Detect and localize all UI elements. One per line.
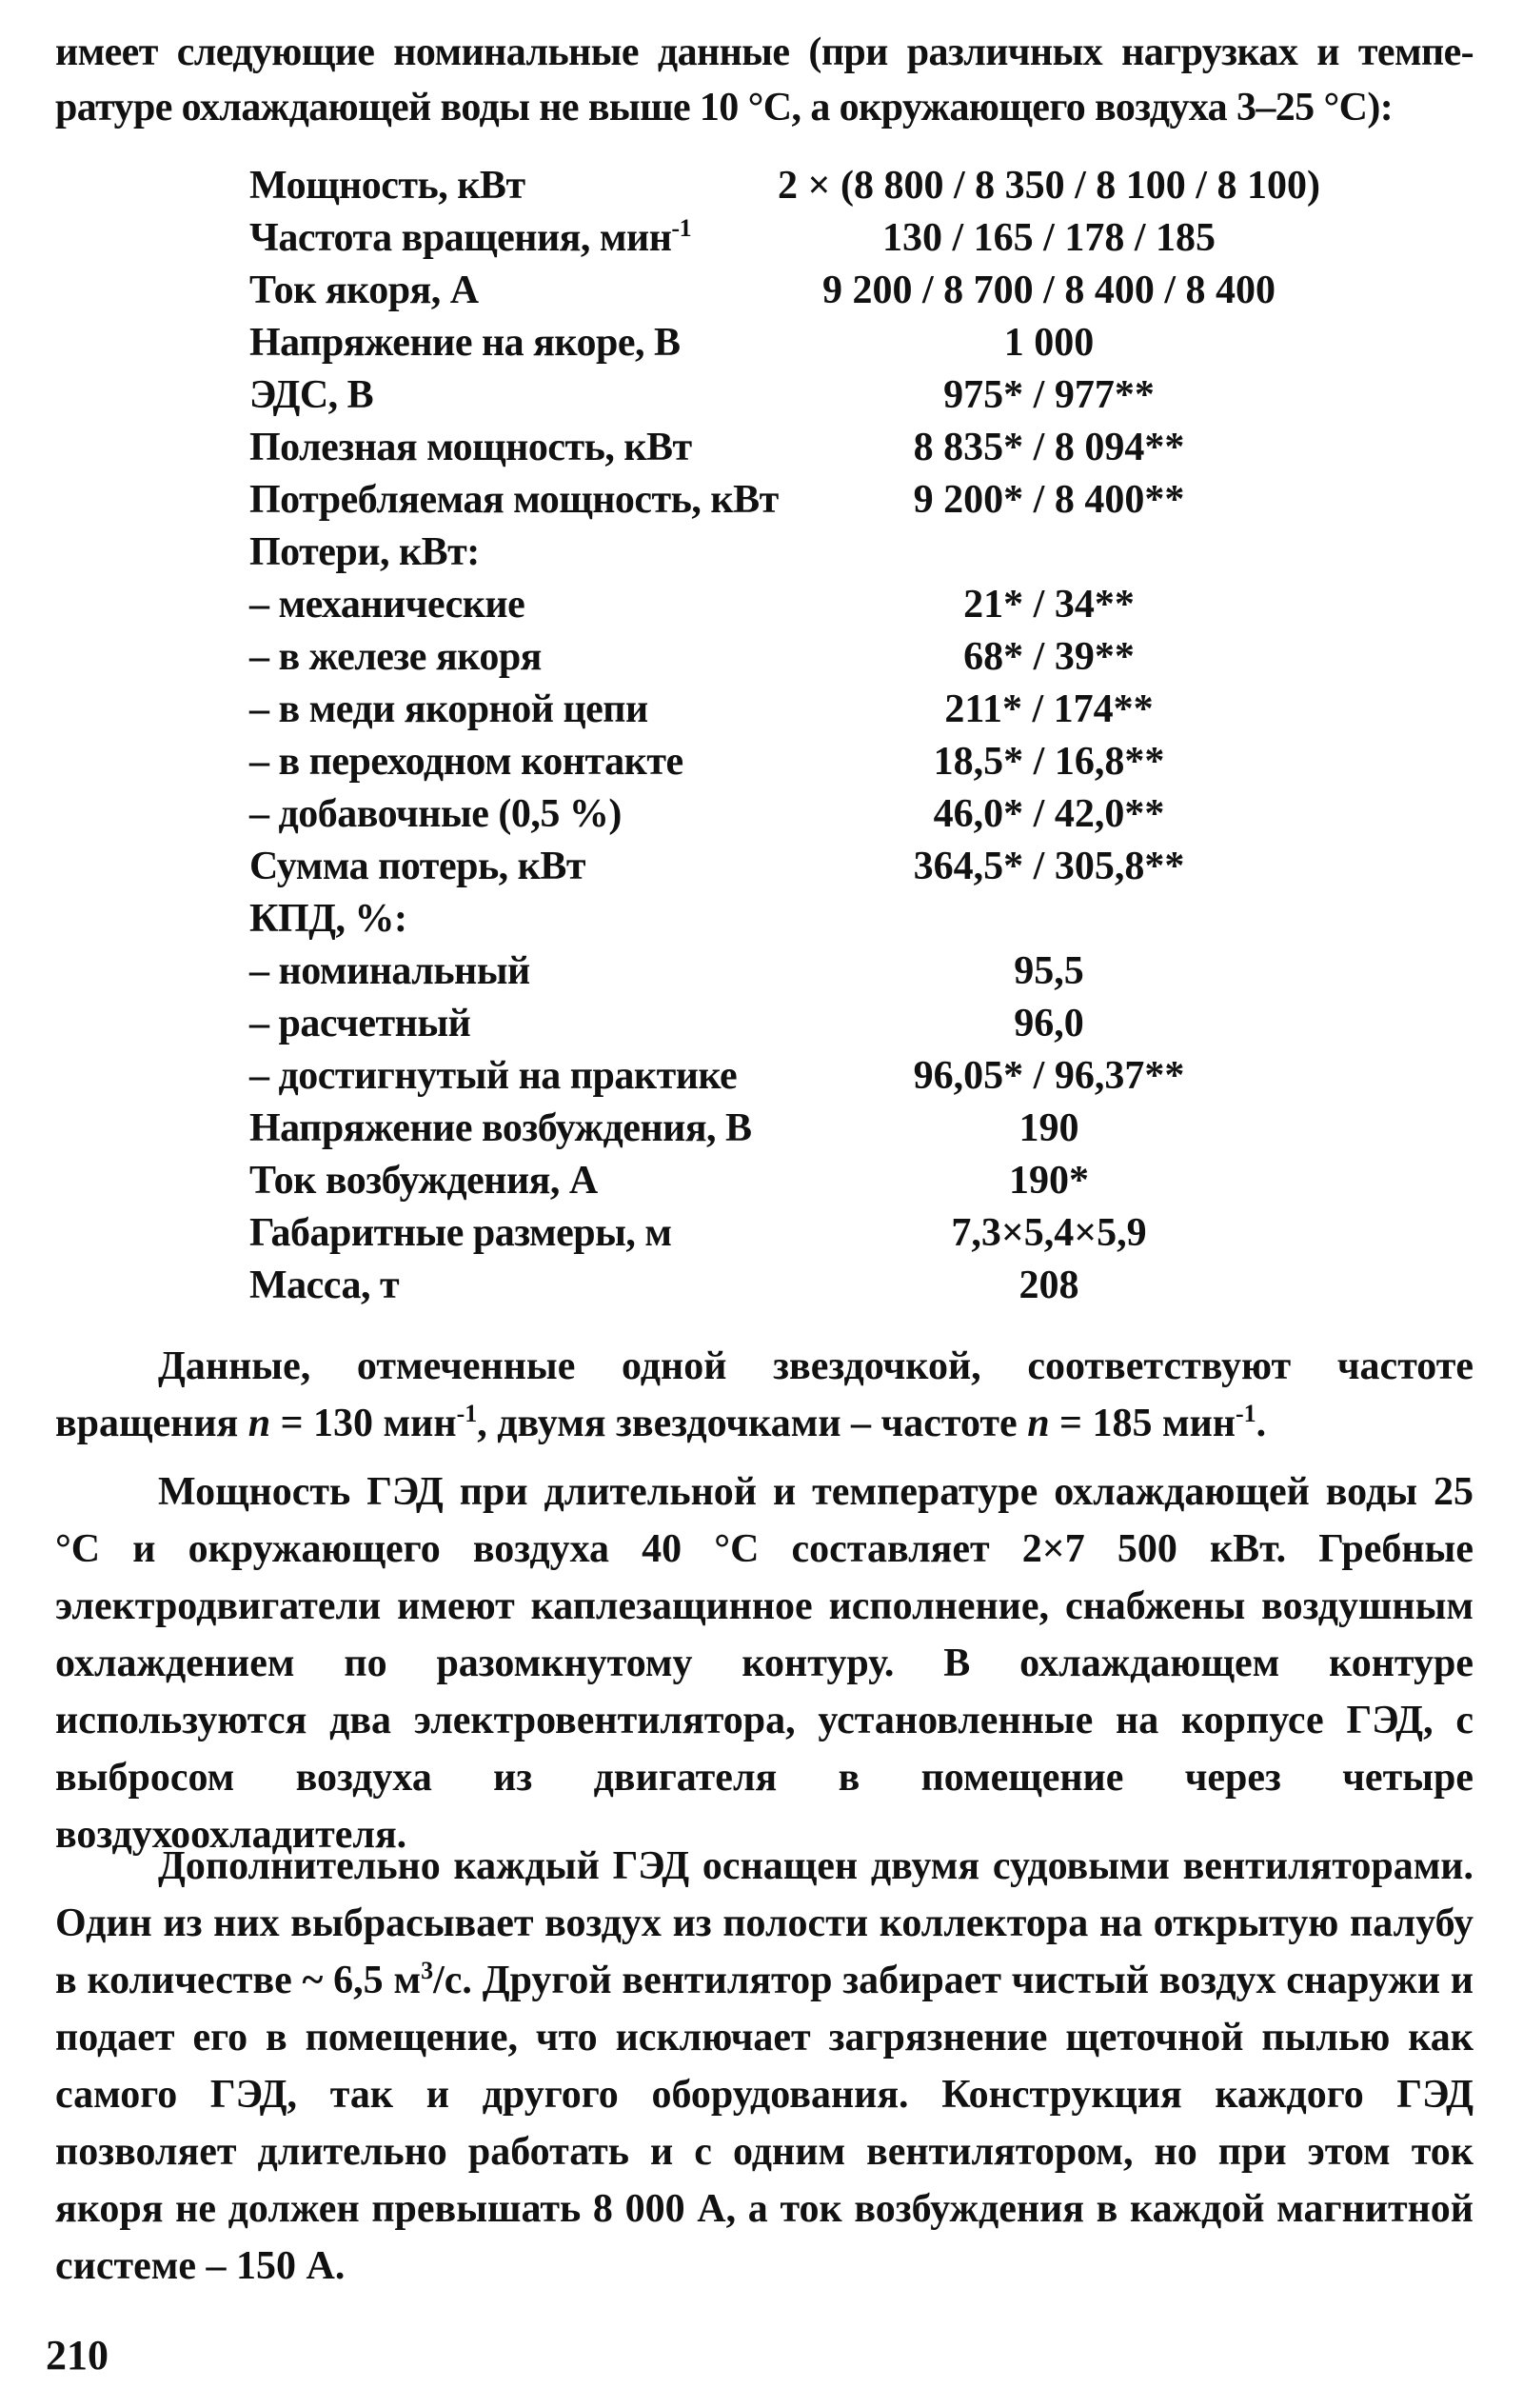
para3-sup: 3 <box>421 1957 434 1984</box>
spec-row <box>249 1103 1477 1155</box>
spec-row <box>249 265 1477 317</box>
spec-value: 96,05* / 96,37** <box>913 1054 1185 1098</box>
spec-value: 7,3×5,4×5,9 <box>951 1211 1147 1255</box>
spec-label-text: Потребляемая мощность, кВт <box>249 478 779 522</box>
spec-row <box>249 631 1477 684</box>
spec-value <box>763 527 1335 579</box>
spec-row <box>249 736 1477 788</box>
spec-label-text: Мощность, кВт <box>249 164 525 208</box>
spec-label-text: – механические <box>249 583 525 627</box>
spec-value: 130 / 165 / 178 / 185 <box>881 216 1216 260</box>
para2-text: Мощность ГЭД при длительной и температуре охлаждающей воды 25 °С и окружающего воздуха 40 °С составляет 2×7 500 кВт. Гребные электродвигатели имеют каплезащинное исполнение, снабжены воздушным охлаждением по разомкнутому контуру. В охлаждающем контуре используются два электровентилятора, установленные на корпусе ГЭД, с выбросом воздуха из двигателя в помещение через четыре воздухоохладителя. <box>55 1470 1474 1857</box>
spec-row <box>249 893 1477 945</box>
spec-row <box>249 788 1477 841</box>
spec-value: 975* / 977** <box>943 373 1155 417</box>
spec-row <box>249 160 1477 212</box>
spec-label-text: – достигнутый на практике <box>249 1054 738 1098</box>
spec-label-text: – номинальный <box>249 949 530 993</box>
para1-n2: n <box>1027 1402 1050 1445</box>
spec-value: 9 200* / 8 400** <box>913 478 1185 522</box>
para1-n1: n <box>247 1402 271 1445</box>
paragraph-footnote <box>55 1338 1474 1452</box>
spec-label-text: – в переходном контакте <box>249 740 683 784</box>
para1-text-d: = 185 мин <box>1049 1402 1236 1445</box>
para1-text-e: . <box>1256 1402 1267 1445</box>
paragraph-power <box>55 1463 1474 1863</box>
spec-value: 364,5* / 305,8** <box>913 845 1185 888</box>
spec-row <box>249 684 1477 736</box>
para1-sup2: -1 <box>1236 1400 1256 1427</box>
spec-value: 2 × (8 800 / 8 350 / 8 100 / 8 100) <box>778 164 1320 208</box>
para3-text-a: Дополнительно каждый ГЭД оснащен двумя судовыми вентиляторами. Один из них выбрасывает воздух из полости коллектора на открытую палубу в количестве ~ 6,5 м <box>55 1844 1474 2002</box>
specs-table <box>249 160 1477 1312</box>
spec-row <box>249 998 1477 1050</box>
spec-value <box>763 893 1335 945</box>
intro-text <box>55 25 1474 135</box>
spec-row <box>249 579 1477 631</box>
spec-label-text: Ток якоря, А <box>249 269 479 312</box>
paragraph-ventilation <box>55 1838 1474 2295</box>
spec-label-text: Потери, кВт: <box>249 530 480 574</box>
spec-value: 95,5 <box>1014 949 1084 993</box>
spec-label-text: – добавочные (0,5 %) <box>249 792 622 836</box>
para1-text-b: = 130 мин <box>270 1402 457 1445</box>
spec-row <box>249 1050 1477 1103</box>
spec-label-text: Габаритные размеры, м <box>249 1211 672 1255</box>
spec-value: 208 <box>1019 1264 1079 1307</box>
spec-row <box>249 474 1477 527</box>
spec-row <box>249 317 1477 369</box>
spec-row <box>249 369 1477 422</box>
spec-row <box>249 212 1477 265</box>
spec-row <box>249 422 1477 474</box>
page-number: 210 <box>46 2332 109 2378</box>
spec-row <box>249 841 1477 893</box>
spec-label-text: Частота вращения, мин <box>249 216 672 260</box>
spec-value: 211* / 174** <box>944 687 1154 731</box>
spec-label-sup: -1 <box>671 214 692 242</box>
spec-label-text: – расчетный <box>249 1002 471 1045</box>
spec-value: 8 835* / 8 094** <box>913 426 1185 469</box>
spec-value: 9 200 / 8 700 / 8 400 / 8 400 <box>821 269 1276 312</box>
spec-label-text: Ток возбуждения, А <box>249 1159 598 1203</box>
spec-row <box>249 1260 1477 1312</box>
spec-value: 21* / 34** <box>963 583 1135 627</box>
spec-label-text: Масса, т <box>249 1264 400 1307</box>
para1-text-a: Данные, отмеченные одной звездочкой, соответствуют частоте вращения <box>55 1344 1474 1445</box>
para3-text-b: /с. Другой вентилятор забирает чистый воздух снаружи и подает его в помещение, что исключает загрязнение щеточной пылью как самого ГЭД, так и другого оборудования. Конструкция каждого ГЭД позволяет длительно работать и с одним вентилятором, но при этом ток якоря не должен превышать 8 000 А, а ток возбуждения в каждой магнитной системе – 150 А. <box>55 1959 1474 2288</box>
spec-value: 190 <box>1019 1106 1079 1150</box>
spec-label-text: ЭДС, В <box>249 373 374 417</box>
spec-label-text: Напряжение на якоре, В <box>249 321 681 365</box>
spec-label-text: Полезная мощность, кВт <box>249 426 692 469</box>
spec-row <box>249 1155 1477 1207</box>
spec-row <box>249 527 1477 579</box>
spec-value: 96,0 <box>1014 1002 1084 1045</box>
spec-value: 190* <box>1009 1159 1089 1203</box>
spec-label-text: Напряжение возбуждения, В <box>249 1106 752 1150</box>
spec-label-text: КПД, %: <box>249 897 407 941</box>
para1-text-c: , двумя звездочками – частоте <box>477 1402 1028 1445</box>
spec-label-text: Сумма потерь, кВт <box>249 845 585 888</box>
spec-row <box>249 945 1477 998</box>
spec-value: 1 000 <box>1003 321 1095 365</box>
intro-line-2: ратуре охлаждающей воды не выше 10 °С, а окружающего воздуха 3–25 °С): <box>55 86 1394 129</box>
spec-value: 46,0* / 42,0** <box>933 792 1165 836</box>
spec-value: 68* / 39** <box>963 635 1135 679</box>
spec-row <box>249 1207 1477 1260</box>
spec-label-text: – в меди якорной цепи <box>249 687 648 731</box>
para1-sup1: -1 <box>456 1400 478 1427</box>
intro-line-1: имеет следующие номинальные данные (при различных нагрузках и темпе- <box>55 30 1474 74</box>
spec-value: 18,5* / 16,8** <box>933 740 1165 784</box>
spec-label-text: – в железе якоря <box>249 635 542 679</box>
